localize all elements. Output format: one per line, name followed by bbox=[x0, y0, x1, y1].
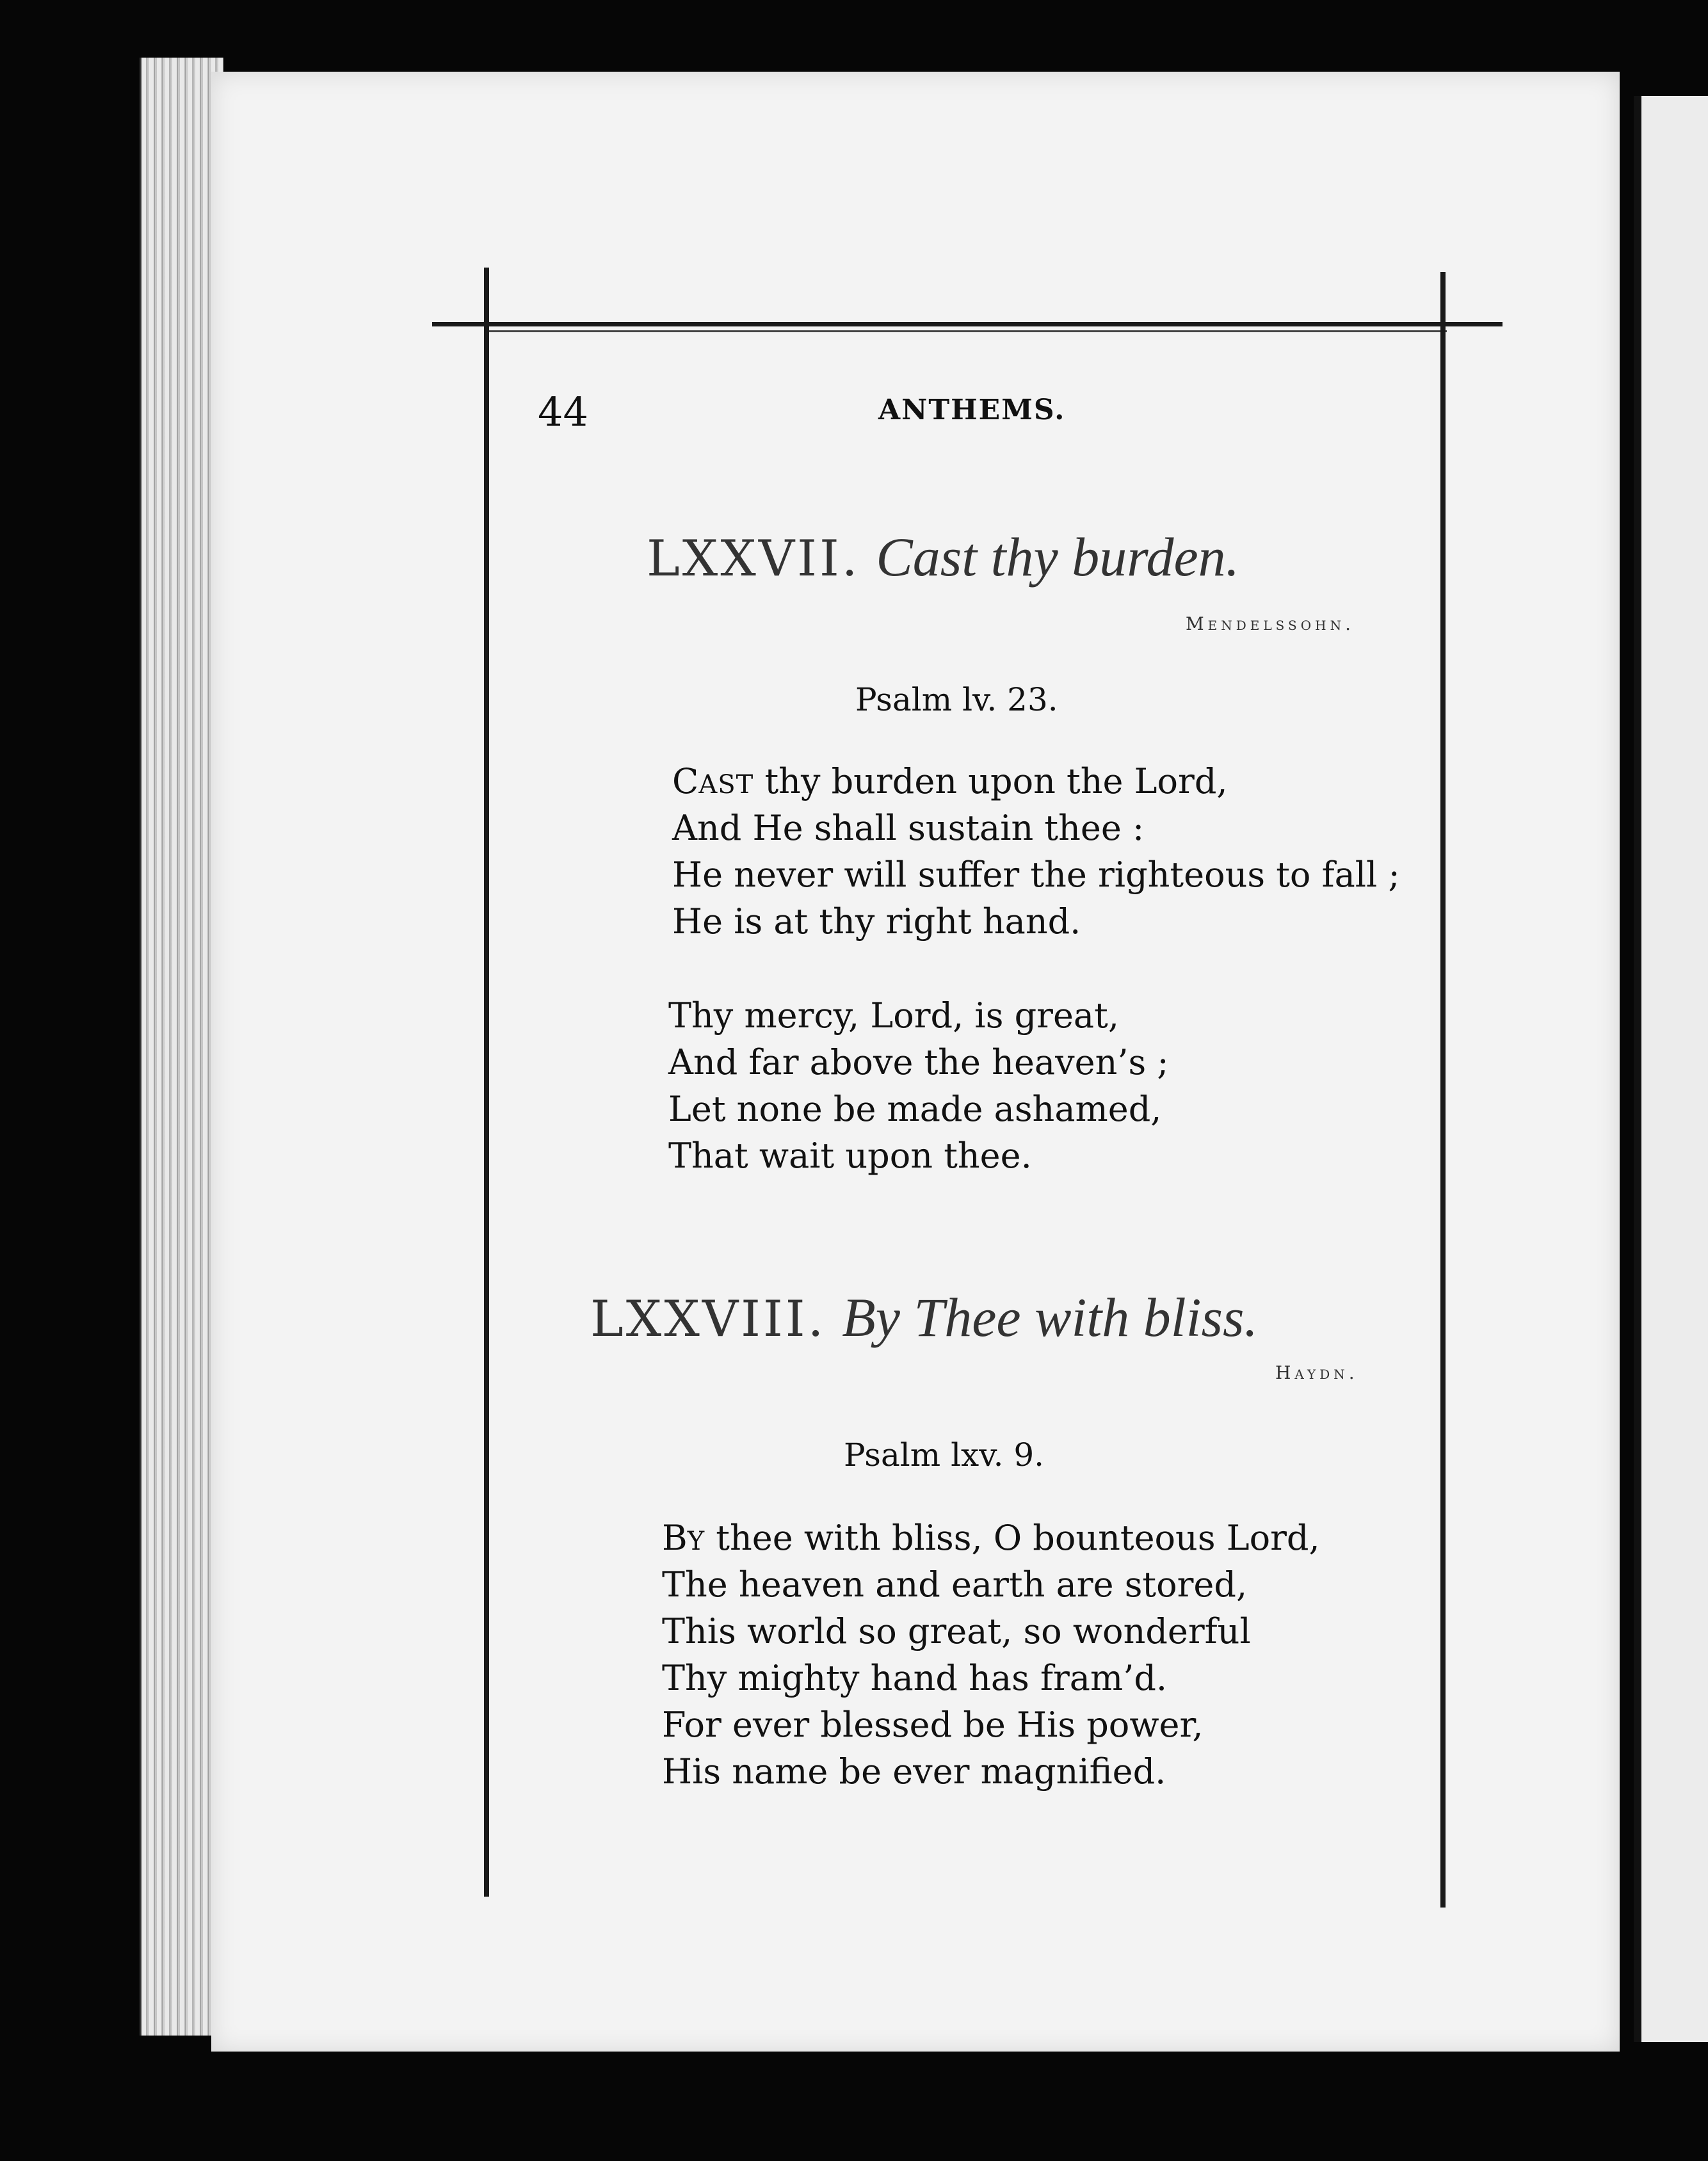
top-rule-inner bbox=[487, 330, 1447, 332]
anthem-numeral: LXXVII. bbox=[647, 530, 860, 588]
facing-page-edge bbox=[1634, 96, 1708, 2042]
verse-line: And He shall sustain thee : bbox=[672, 808, 1145, 848]
verse-smallcaps: AST bbox=[698, 770, 754, 799]
verse-line bbox=[672, 758, 1400, 805]
verse-line: That wait upon thee. bbox=[668, 1136, 1032, 1176]
verse-line: Let none be made ashamed, bbox=[668, 1089, 1162, 1129]
verse-line: And far above the heaven’s ; bbox=[668, 1042, 1169, 1082]
verse-line: This world so great, so wonderful bbox=[662, 1611, 1251, 1651]
psalm-reference: Psalm lv. 23. bbox=[855, 681, 1058, 718]
verse-line bbox=[662, 1514, 1320, 1561]
verse-text: thee with bliss, O bounteous Lord, bbox=[705, 1518, 1320, 1558]
verse-initial: C bbox=[672, 761, 699, 801]
stanza bbox=[662, 1514, 1320, 1795]
anthem-heading bbox=[590, 1285, 1258, 1349]
verse-line: For ever blessed be His power, bbox=[662, 1705, 1204, 1745]
left-frame-rule bbox=[484, 268, 489, 1897]
page-number: 44 bbox=[538, 389, 588, 435]
verse-smallcaps: Y bbox=[687, 1527, 705, 1556]
anthem-title: Cast thy burden. bbox=[876, 526, 1240, 588]
top-rule bbox=[432, 322, 1503, 326]
right-frame-rule bbox=[1440, 272, 1446, 1908]
composer-credit: Mendelssohn. bbox=[1186, 613, 1355, 634]
scan-background-bottom bbox=[192, 2052, 1708, 2161]
verse-line: Thy mercy, Lord, is great, bbox=[668, 995, 1119, 1036]
psalm-reference: Psalm lxv. 9. bbox=[844, 1436, 1045, 1474]
verse-line: Thy mighty hand has fram’d. bbox=[662, 1658, 1168, 1698]
verse-text: thy burden upon the Lord, bbox=[753, 761, 1228, 801]
stanza bbox=[672, 758, 1400, 945]
verse-initial: B bbox=[662, 1518, 688, 1558]
running-head: ANTHEMS. bbox=[878, 394, 1066, 426]
verse-line: The heaven and earth are stored, bbox=[662, 1564, 1248, 1605]
anthem-title: By Thee with bliss. bbox=[842, 1287, 1258, 1348]
verse-line: He is at thy right hand. bbox=[672, 901, 1081, 942]
anthem-heading bbox=[647, 525, 1239, 589]
verse-line: He never will suffer the righteous to fall ; bbox=[672, 855, 1400, 895]
composer-credit: Haydn. bbox=[1275, 1362, 1358, 1383]
stanza bbox=[668, 992, 1169, 1179]
verse-line: His name be ever magnified. bbox=[662, 1751, 1166, 1792]
anthem-numeral: LXXVIII. bbox=[590, 1290, 826, 1348]
